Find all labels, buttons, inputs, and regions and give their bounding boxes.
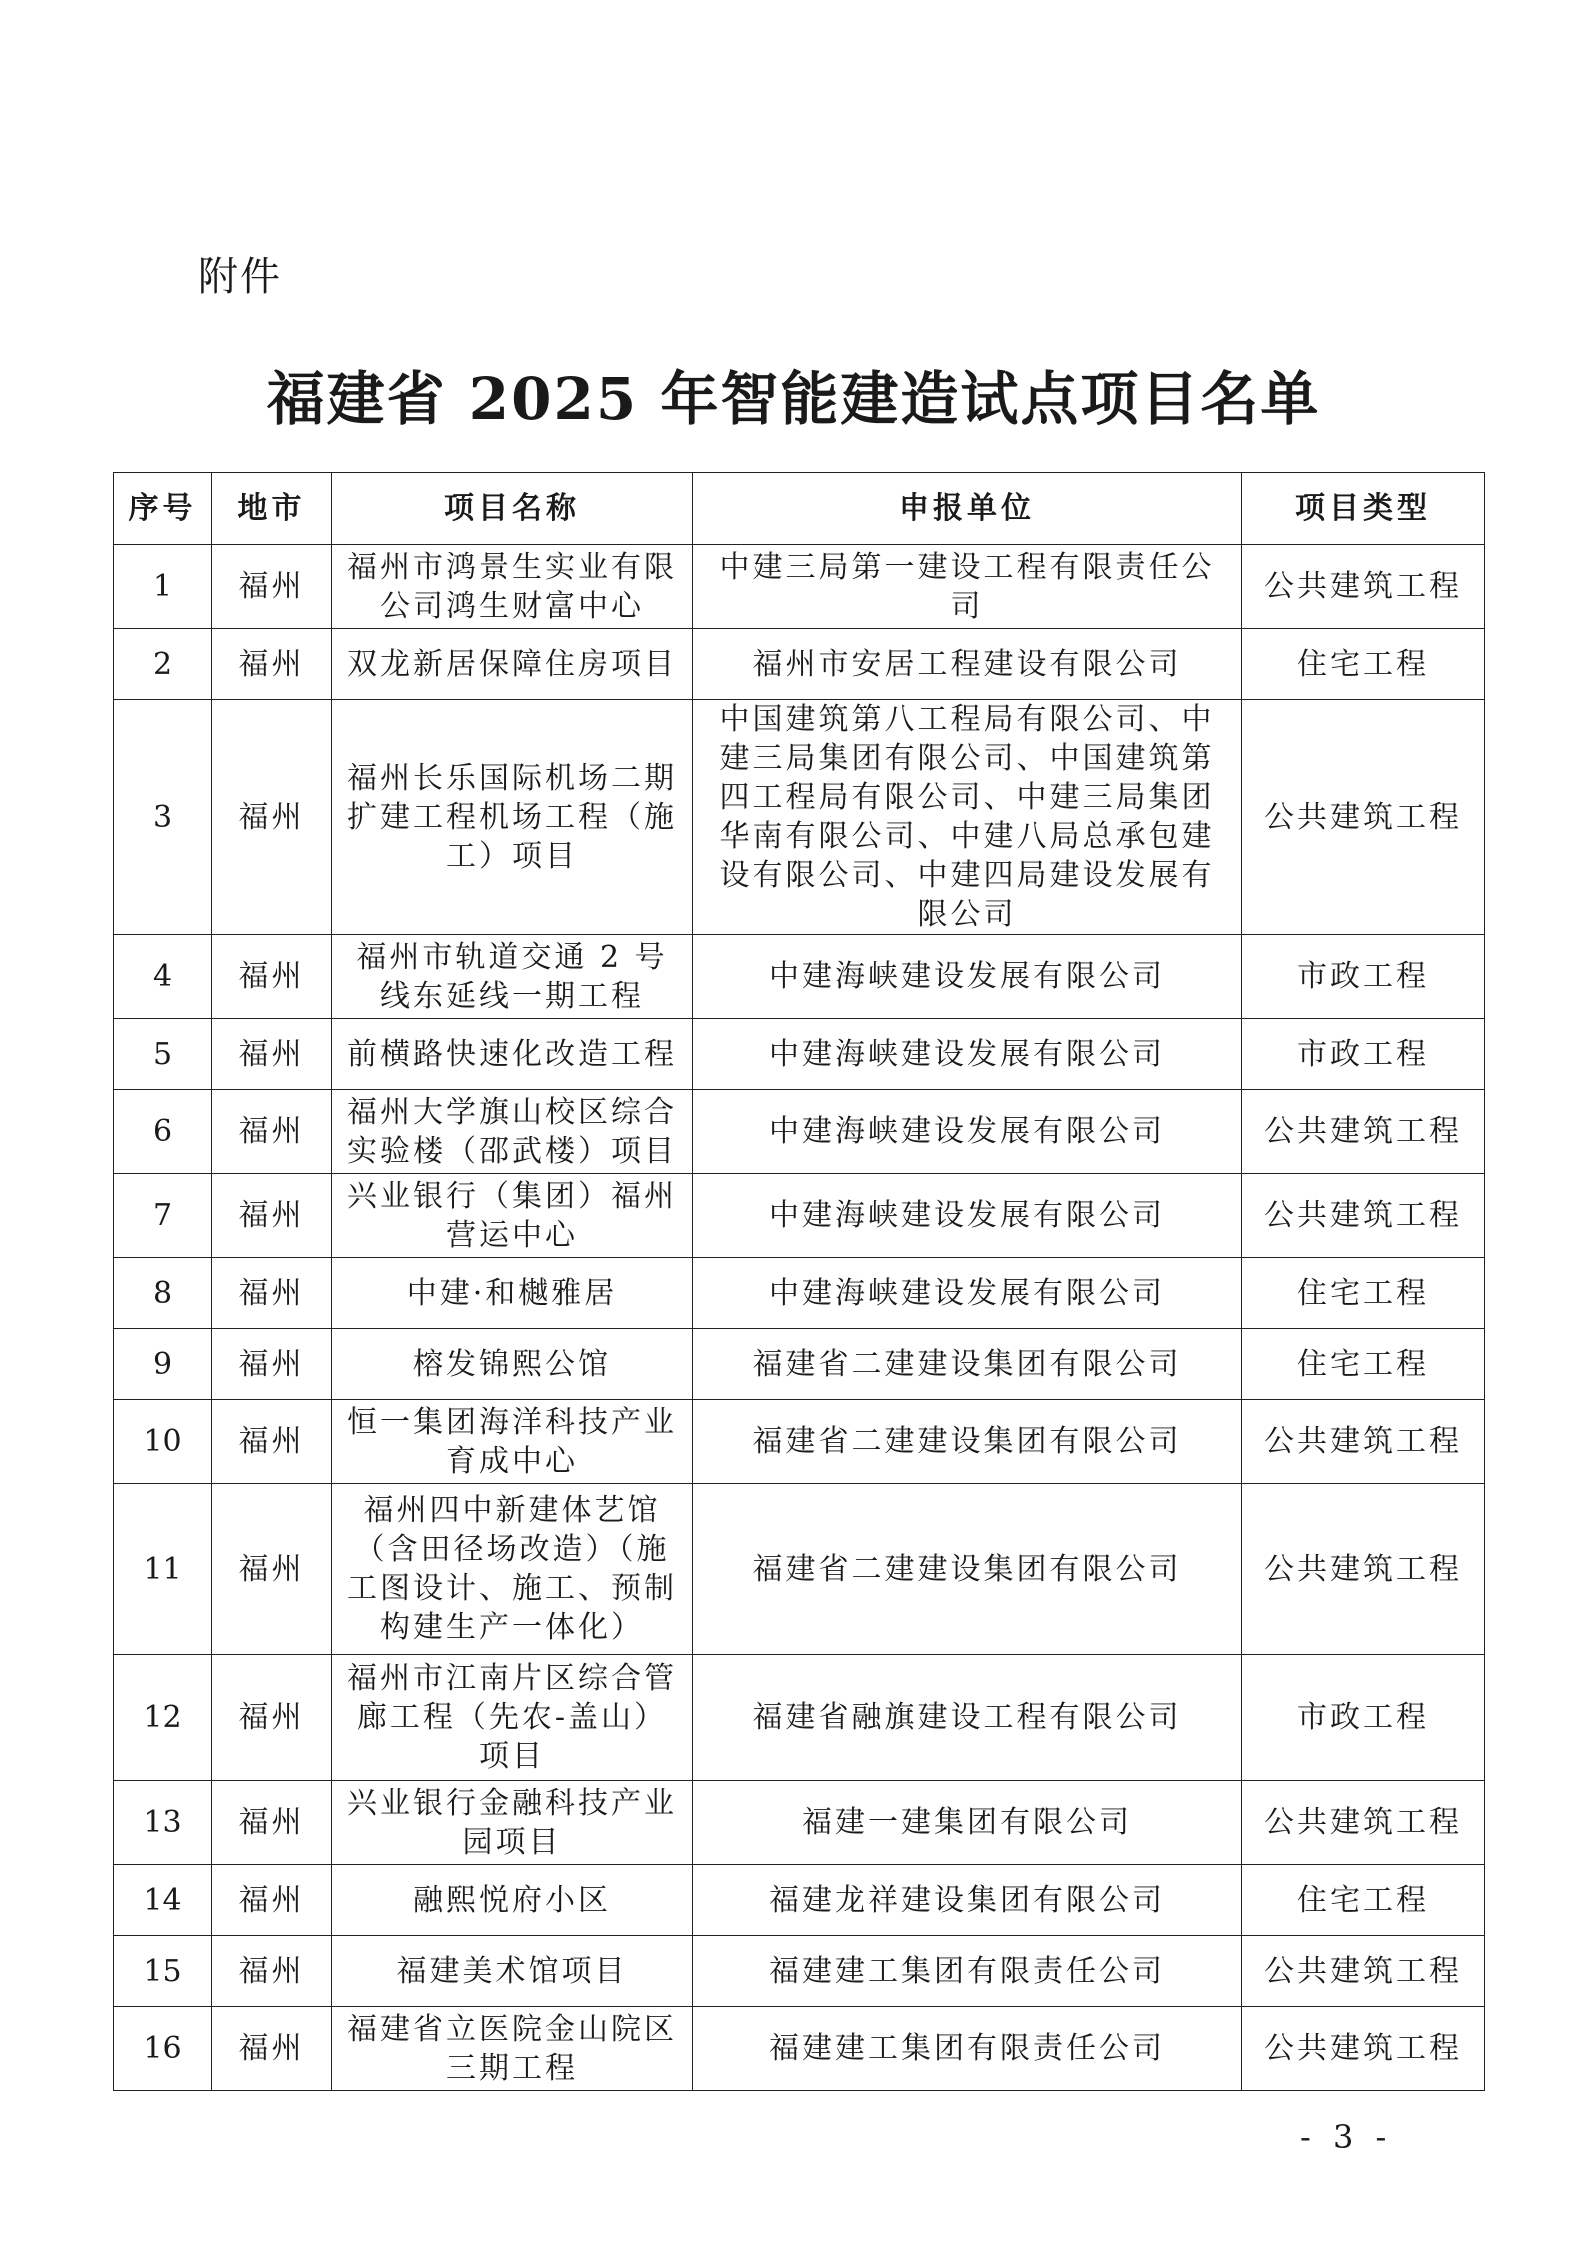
cell-project-name: 福州市江南片区综合管廊工程（先农-盖山）项目 xyxy=(332,1655,693,1781)
cell-applicant: 福建省二建建设集团有限公司 xyxy=(693,1400,1242,1484)
cell-city: 福州 xyxy=(212,1400,332,1484)
cell-applicant: 福建建工集团有限责任公司 xyxy=(693,2007,1242,2091)
column-header-applicant: 申报单位 xyxy=(693,473,1242,545)
table-header-row xyxy=(114,473,1485,545)
table-row xyxy=(114,1936,1485,2007)
table-row xyxy=(114,1655,1485,1781)
cell-project-type: 公共建筑工程 xyxy=(1242,2007,1485,2091)
cell-city: 福州 xyxy=(212,700,332,935)
cell-applicant: 福建省二建建设集团有限公司 xyxy=(693,1484,1242,1655)
cell-applicant: 福建龙祥建设集团有限公司 xyxy=(693,1865,1242,1936)
cell-city: 福州 xyxy=(212,629,332,700)
cell-number: 6 xyxy=(114,1090,212,1174)
cell-project-name: 兴业银行金融科技产业园项目 xyxy=(332,1781,693,1865)
cell-project-name: 福州市轨道交通 2 号线东延线一期工程 xyxy=(332,935,693,1019)
cell-project-name: 融熙悦府小区 xyxy=(332,1865,693,1936)
cell-project-type: 公共建筑工程 xyxy=(1242,1090,1485,1174)
table-row xyxy=(114,1865,1485,1936)
cell-city: 福州 xyxy=(212,1865,332,1936)
table-row xyxy=(114,1484,1485,1655)
cell-project-type: 住宅工程 xyxy=(1242,1329,1485,1400)
cell-number: 7 xyxy=(114,1174,212,1258)
document-title: 福建省 2025 年智能建造试点项目名单 xyxy=(266,365,1321,433)
cell-project-type: 住宅工程 xyxy=(1242,1258,1485,1329)
attachment-label: 附件 xyxy=(198,254,282,300)
column-header-number: 序号 xyxy=(114,473,212,545)
cell-number: 10 xyxy=(114,1400,212,1484)
table-body xyxy=(114,545,1485,2091)
cell-city: 福州 xyxy=(212,545,332,629)
column-header-project-name: 项目名称 xyxy=(332,473,693,545)
cell-project-name: 恒一集团海洋科技产业育成中心 xyxy=(332,1400,693,1484)
cell-city: 福州 xyxy=(212,1655,332,1781)
cell-number: 2 xyxy=(114,629,212,700)
cell-project-type: 公共建筑工程 xyxy=(1242,1484,1485,1655)
cell-project-type: 公共建筑工程 xyxy=(1242,1781,1485,1865)
cell-project-name: 双龙新居保障住房项目 xyxy=(332,629,693,700)
cell-number: 9 xyxy=(114,1329,212,1400)
cell-project-name: 榕发锦熙公馆 xyxy=(332,1329,693,1400)
cell-number: 3 xyxy=(114,700,212,935)
cell-project-type: 公共建筑工程 xyxy=(1242,1400,1485,1484)
table-row xyxy=(114,629,1485,700)
cell-project-type: 住宅工程 xyxy=(1242,1865,1485,1936)
cell-city: 福州 xyxy=(212,1258,332,1329)
cell-project-type: 住宅工程 xyxy=(1242,629,1485,700)
cell-project-name: 中建·和樾雅居 xyxy=(332,1258,693,1329)
cell-number: 14 xyxy=(114,1865,212,1936)
cell-project-type: 市政工程 xyxy=(1242,1655,1485,1781)
cell-project-name: 福州四中新建体艺馆（含田径场改造）（施工图设计、施工、预制构建生产一体化） xyxy=(332,1484,693,1655)
page-number: - 3 - xyxy=(1300,2118,1393,2156)
cell-city: 福州 xyxy=(212,1019,332,1090)
cell-project-type: 公共建筑工程 xyxy=(1242,545,1485,629)
table-row xyxy=(114,1019,1485,1090)
cell-city: 福州 xyxy=(212,1484,332,1655)
table-row xyxy=(114,2007,1485,2091)
cell-applicant: 中国建筑第八工程局有限公司、中建三局集团有限公司、中国建筑第四工程局有限公司、中建三局集团华南有限公司、中建八局总承包建设有限公司、中建四局建设发展有限公司 xyxy=(693,700,1242,935)
cell-project-type: 公共建筑工程 xyxy=(1242,700,1485,935)
cell-number: 16 xyxy=(114,2007,212,2091)
cell-number: 8 xyxy=(114,1258,212,1329)
cell-applicant: 中建三局第一建设工程有限责任公司 xyxy=(693,545,1242,629)
cell-applicant: 福建省二建建设集团有限公司 xyxy=(693,1329,1242,1400)
cell-project-name: 福州大学旗山校区综合实验楼（邵武楼）项目 xyxy=(332,1090,693,1174)
cell-city: 福州 xyxy=(212,1174,332,1258)
cell-applicant: 中建海峡建设发展有限公司 xyxy=(693,1090,1242,1174)
cell-applicant: 中建海峡建设发展有限公司 xyxy=(693,1258,1242,1329)
table-row xyxy=(114,1329,1485,1400)
table-row xyxy=(114,545,1485,629)
cell-applicant: 福建一建集团有限公司 xyxy=(693,1781,1242,1865)
table-row xyxy=(114,700,1485,935)
cell-applicant: 中建海峡建设发展有限公司 xyxy=(693,1019,1242,1090)
column-header-city: 地市 xyxy=(212,473,332,545)
cell-project-name: 福州市鸿景生实业有限公司鸿生财富中心 xyxy=(332,545,693,629)
table-row xyxy=(114,1400,1485,1484)
cell-applicant: 福州市安居工程建设有限公司 xyxy=(693,629,1242,700)
cell-city: 福州 xyxy=(212,935,332,1019)
cell-project-name: 福建美术馆项目 xyxy=(332,1936,693,2007)
cell-project-name: 福建省立医院金山院区三期工程 xyxy=(332,2007,693,2091)
cell-number: 15 xyxy=(114,1936,212,2007)
cell-project-type: 公共建筑工程 xyxy=(1242,1174,1485,1258)
table-row xyxy=(114,935,1485,1019)
cell-city: 福州 xyxy=(212,1090,332,1174)
cell-number: 5 xyxy=(114,1019,212,1090)
cell-number: 13 xyxy=(114,1781,212,1865)
cell-city: 福州 xyxy=(212,2007,332,2091)
cell-project-type: 市政工程 xyxy=(1242,935,1485,1019)
cell-city: 福州 xyxy=(212,1936,332,2007)
column-header-project-type: 项目类型 xyxy=(1242,473,1485,545)
cell-number: 1 xyxy=(114,545,212,629)
cell-applicant: 福建省融旗建设工程有限公司 xyxy=(693,1655,1242,1781)
cell-project-type: 公共建筑工程 xyxy=(1242,1936,1485,2007)
cell-number: 4 xyxy=(114,935,212,1019)
table-row xyxy=(114,1090,1485,1174)
table-row xyxy=(114,1258,1485,1329)
project-list-table xyxy=(113,472,1485,2091)
cell-project-name: 前横路快速化改造工程 xyxy=(332,1019,693,1090)
cell-city: 福州 xyxy=(212,1329,332,1400)
table-row xyxy=(114,1781,1485,1865)
cell-number: 11 xyxy=(114,1484,212,1655)
cell-project-name: 兴业银行（集团）福州营运中心 xyxy=(332,1174,693,1258)
cell-applicant: 福建建工集团有限责任公司 xyxy=(693,1936,1242,2007)
table-row xyxy=(114,1174,1485,1258)
cell-city: 福州 xyxy=(212,1781,332,1865)
cell-project-name: 福州长乐国际机场二期扩建工程机场工程（施工）项目 xyxy=(332,700,693,935)
cell-applicant: 中建海峡建设发展有限公司 xyxy=(693,1174,1242,1258)
cell-applicant: 中建海峡建设发展有限公司 xyxy=(693,935,1242,1019)
cell-number: 12 xyxy=(114,1655,212,1781)
cell-project-type: 市政工程 xyxy=(1242,1019,1485,1090)
